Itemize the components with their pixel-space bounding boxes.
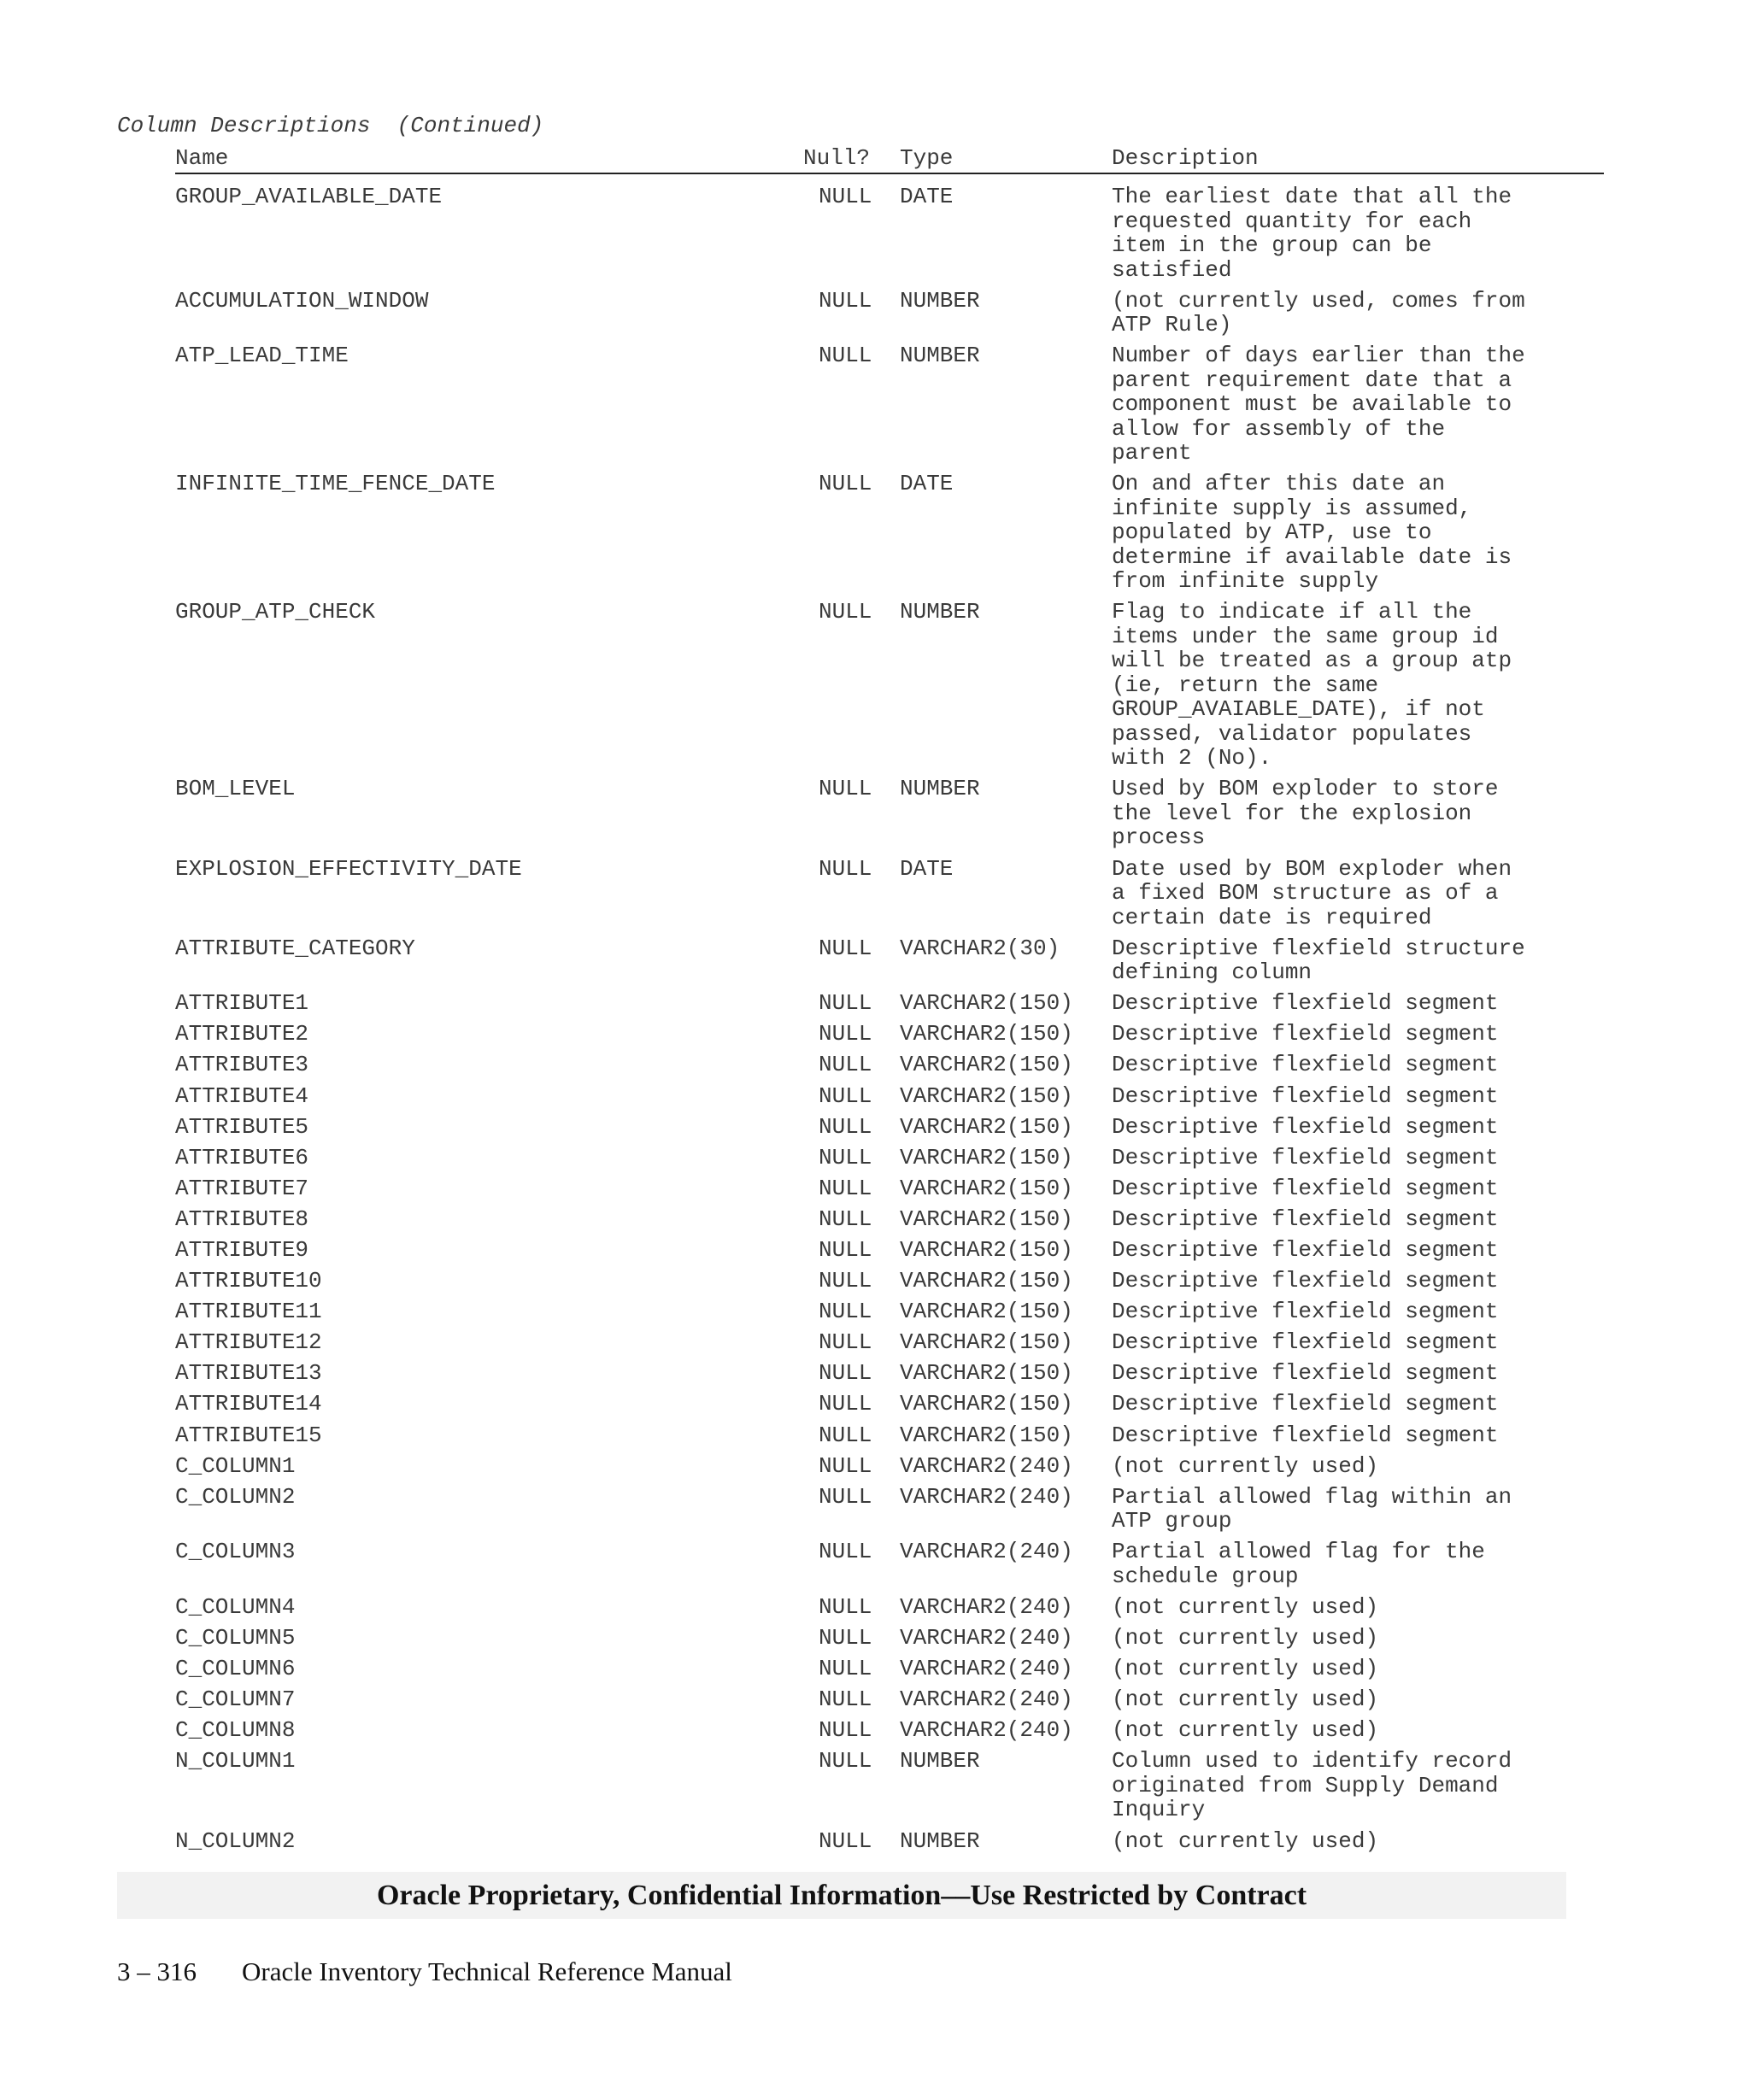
cell-name: N_COLUMN1: [175, 1748, 296, 1774]
cell-type: DATE: [900, 184, 954, 209]
cell-description: Descriptive flexfield segment: [1112, 1052, 1499, 1078]
confidentiality-banner: Oracle Proprietary, Confidential Information––Use Restricted by Contract: [117, 1872, 1566, 1919]
cell-name: C_COLUMN6: [175, 1656, 296, 1682]
table-row: [175, 185, 1604, 282]
cell-type: VARCHAR2(150): [900, 1391, 1073, 1417]
cell-description: Descriptive flexfield segment: [1112, 1329, 1499, 1356]
cell-null: NULL: [819, 1539, 872, 1565]
cell-null: NULL: [819, 776, 872, 802]
cell-type: VARCHAR2(240): [900, 1483, 1073, 1510]
cell-null: NULL: [819, 1144, 872, 1170]
cell-description: Descriptive flexfield segment: [1112, 1175, 1499, 1201]
table-row: [175, 472, 1604, 594]
cell-type: VARCHAR2(150): [900, 1268, 1073, 1294]
cell-description: Date used by BOM exploder when a fixed BOM structure as of a certain date is required: [1112, 855, 1512, 930]
table-body: [175, 185, 1604, 1853]
table-row: [175, 1485, 1604, 1534]
table-row: [175, 600, 1604, 771]
cell-description: (not currently used): [1112, 1827, 1379, 1854]
cell-name: ATTRIBUTE3: [175, 1052, 309, 1078]
cell-description: Descriptive flexfield segment: [1112, 1422, 1499, 1448]
cell-type: VARCHAR2(240): [900, 1593, 1073, 1620]
cell-description: (not currently used): [1112, 1686, 1379, 1713]
cell-null: NULL: [819, 1593, 872, 1620]
cell-null: NULL: [819, 184, 872, 209]
cell-description: Partial allowed flag within an ATP group: [1112, 1483, 1512, 1534]
cell-type: VARCHAR2(150): [900, 1422, 1073, 1448]
table-row: [175, 1330, 1604, 1355]
cell-name: ATTRIBUTE11: [175, 1299, 322, 1325]
cell-null: NULL: [819, 990, 872, 1017]
cell-name: C_COLUMN3: [175, 1539, 296, 1565]
table-row: [175, 1454, 1604, 1479]
cell-description: Partial allowed flag for the schedule group: [1112, 1539, 1485, 1589]
table-row: [175, 1829, 1604, 1854]
cell-description: Descriptive flexfield segment: [1112, 1268, 1499, 1294]
cell-type: VARCHAR2(150): [900, 1237, 1073, 1263]
cell-description: (not currently used): [1112, 1452, 1379, 1479]
cell-description: (not currently used, comes from ATP Rule): [1112, 287, 1525, 338]
table-row: [175, 1146, 1604, 1170]
cell-null: NULL: [819, 855, 872, 882]
cell-type: NUMBER: [900, 1827, 980, 1854]
cell-null: NULL: [819, 1329, 872, 1356]
cell-description: Descriptive flexfield segment: [1112, 1082, 1499, 1109]
cell-null: NULL: [819, 1268, 872, 1294]
cell-null: NULL: [819, 1748, 872, 1774]
cell-name: ATTRIBUTE9: [175, 1237, 309, 1263]
cell-null: NULL: [819, 343, 872, 369]
table-row: [175, 1657, 1604, 1681]
table-row: [175, 1540, 1604, 1588]
cell-type: NUMBER: [900, 1748, 980, 1774]
cell-type: VARCHAR2(150): [900, 1299, 1073, 1325]
cell-null: NULL: [819, 1021, 872, 1047]
cell-description: Column used to identify record originated from Supply Demand Inquiry: [1112, 1748, 1512, 1823]
table-row: [175, 1718, 1604, 1743]
cell-null: NULL: [819, 1175, 872, 1201]
page-footer: [117, 1956, 732, 1987]
cell-name: ATTRIBUTE13: [175, 1360, 322, 1387]
cell-null: NULL: [819, 1237, 872, 1263]
column-descriptions-table: [175, 145, 1604, 1860]
table-row: [175, 936, 1604, 985]
table-row: [175, 1423, 1604, 1448]
cell-type: VARCHAR2(240): [900, 1539, 1073, 1565]
cell-null: NULL: [819, 1082, 872, 1109]
cell-name: ATTRIBUTE7: [175, 1175, 309, 1201]
header-null: Null?: [803, 145, 871, 171]
header-description: Description: [1112, 145, 1259, 171]
cell-type: DATE: [900, 471, 954, 497]
cell-name: ATTRIBUTE6: [175, 1144, 309, 1170]
cell-null: NULL: [819, 1686, 872, 1713]
cell-name: C_COLUMN1: [175, 1452, 296, 1479]
cell-name: GROUP_AVAILABLE_DATE: [175, 184, 443, 209]
cell-null: NULL: [819, 1452, 872, 1479]
table-row: [175, 1269, 1604, 1293]
table-row: [175, 857, 1604, 930]
cell-type: DATE: [900, 855, 954, 882]
cell-name: ACCUMULATION_WINDOW: [175, 287, 429, 314]
cell-name: ATTRIBUTE2: [175, 1021, 309, 1047]
cell-null: NULL: [819, 1717, 872, 1744]
cell-description: Descriptive flexfield segment: [1112, 1205, 1499, 1232]
cell-name: ATTRIBUTE4: [175, 1082, 309, 1109]
cell-description: Number of days earlier than the parent requirement date that a component must be available to allow for assembly of the parent: [1112, 343, 1525, 466]
table-row: [175, 1084, 1604, 1109]
cell-name: C_COLUMN8: [175, 1717, 296, 1744]
cell-null: NULL: [819, 599, 872, 625]
table-row: [175, 343, 1604, 466]
cell-description: Descriptive flexfield structure defining column: [1112, 935, 1525, 986]
cell-null: NULL: [819, 1827, 872, 1854]
cell-description: Descriptive flexfield segment: [1112, 1391, 1499, 1417]
table-row: [175, 1207, 1604, 1232]
table-row: [175, 1626, 1604, 1651]
manual-title: Oracle Inventory Technical Reference Manual: [242, 1956, 732, 1986]
table-row: [175, 289, 1604, 337]
cell-name: ATTRIBUTE5: [175, 1113, 309, 1140]
cell-type: NUMBER: [900, 776, 980, 802]
cell-type: VARCHAR2(30): [900, 935, 1060, 961]
cell-null: NULL: [819, 1391, 872, 1417]
cell-name: ATTRIBUTE_CATEGORY: [175, 935, 415, 961]
cell-name: INFINITE_TIME_FENCE_DATE: [175, 471, 496, 497]
table-row: [175, 777, 1604, 850]
cell-type: VARCHAR2(240): [900, 1625, 1073, 1651]
cell-name: C_COLUMN5: [175, 1625, 296, 1651]
cell-name: ATTRIBUTE1: [175, 990, 309, 1017]
page-number: 3 – 316: [117, 1956, 197, 1986]
cell-type: VARCHAR2(150): [900, 990, 1073, 1017]
cell-null: NULL: [819, 935, 872, 961]
table-row: [175, 1361, 1604, 1386]
cell-name: C_COLUMN7: [175, 1686, 296, 1713]
cell-name: ATTRIBUTE10: [175, 1268, 322, 1294]
header-name: Name: [175, 145, 229, 171]
cell-description: Descriptive flexfield segment: [1112, 1113, 1499, 1140]
table-row: [175, 1392, 1604, 1417]
table-row: [175, 1687, 1604, 1712]
cell-type: VARCHAR2(240): [900, 1686, 1073, 1713]
cell-type: VARCHAR2(150): [900, 1082, 1073, 1109]
cell-type: VARCHAR2(240): [900, 1452, 1073, 1479]
cell-type: VARCHAR2(150): [900, 1052, 1073, 1078]
table-row: [175, 1238, 1604, 1263]
table-row: [175, 1176, 1604, 1201]
cell-description: (not currently used): [1112, 1717, 1379, 1744]
cell-description: Descriptive flexfield segment: [1112, 1360, 1499, 1387]
cell-description: Descriptive flexfield segment: [1112, 1237, 1499, 1263]
cell-name: BOM_LEVEL: [175, 776, 296, 802]
table-row: [175, 1299, 1604, 1324]
cell-description: Descriptive flexfield segment: [1112, 990, 1499, 1017]
cell-null: NULL: [819, 1205, 872, 1232]
table-row: [175, 1115, 1604, 1140]
cell-null: NULL: [819, 1483, 872, 1510]
table-caption: Column Descriptions (Continued): [117, 113, 544, 138]
cell-description: On and after this date an infinite supply is assumed, populated by ATP, use to determine if available date is from infinite supply: [1112, 471, 1512, 595]
cell-type: VARCHAR2(150): [900, 1329, 1073, 1356]
cell-description: (not currently used): [1112, 1593, 1379, 1620]
cell-name: EXPLOSION_EFFECTIVITY_DATE: [175, 855, 522, 882]
cell-type: VARCHAR2(150): [900, 1360, 1073, 1387]
cell-description: Descriptive flexfield segment: [1112, 1021, 1499, 1047]
cell-type: NUMBER: [900, 287, 980, 314]
cell-type: VARCHAR2(240): [900, 1717, 1073, 1744]
cell-null: NULL: [819, 1360, 872, 1387]
cell-null: NULL: [819, 471, 872, 497]
cell-null: NULL: [819, 1052, 872, 1078]
cell-type: VARCHAR2(150): [900, 1021, 1073, 1047]
cell-description: Descriptive flexfield segment: [1112, 1144, 1499, 1170]
cell-name: N_COLUMN2: [175, 1827, 296, 1854]
cell-type: NUMBER: [900, 343, 980, 369]
header-type: Type: [900, 145, 954, 171]
cell-null: NULL: [819, 1299, 872, 1325]
cell-description: (not currently used): [1112, 1656, 1379, 1682]
cell-type: VARCHAR2(150): [900, 1144, 1073, 1170]
cell-null: NULL: [819, 1656, 872, 1682]
cell-type: NUMBER: [900, 599, 980, 625]
cell-description: Descriptive flexfield segment: [1112, 1299, 1499, 1325]
table-row: [175, 991, 1604, 1016]
table-row: [175, 1022, 1604, 1047]
cell-null: NULL: [819, 1422, 872, 1448]
cell-description: Flag to indicate if all the items under the same group id will be treated as a group atp (ie, return the same GROUP_AVAIABLE_DATE), if not passed, validator populates with 2 (No).: [1112, 599, 1512, 771]
cell-null: NULL: [819, 1625, 872, 1651]
cell-type: VARCHAR2(150): [900, 1175, 1073, 1201]
table-row: [175, 1053, 1604, 1077]
cell-description: Used by BOM exploder to store the level for the explosion process: [1112, 776, 1499, 851]
cell-name: ATTRIBUTE8: [175, 1205, 309, 1232]
cell-type: VARCHAR2(150): [900, 1113, 1073, 1140]
cell-name: ATTRIBUTE14: [175, 1391, 322, 1417]
cell-type: VARCHAR2(150): [900, 1205, 1073, 1232]
cell-description: (not currently used): [1112, 1625, 1379, 1651]
cell-null: NULL: [819, 287, 872, 314]
cell-name: ATTRIBUTE12: [175, 1329, 322, 1356]
cell-description: The earliest date that all the requested quantity for each item in the group can be satisfied: [1112, 184, 1512, 283]
cell-name: C_COLUMN2: [175, 1483, 296, 1510]
cell-name: ATTRIBUTE15: [175, 1422, 322, 1448]
table-header: [175, 145, 1604, 174]
cell-type: VARCHAR2(240): [900, 1656, 1073, 1682]
cell-name: GROUP_ATP_CHECK: [175, 599, 376, 625]
table-row: [175, 1595, 1604, 1620]
cell-null: NULL: [819, 1113, 872, 1140]
cell-name: C_COLUMN4: [175, 1593, 296, 1620]
table-row: [175, 1749, 1604, 1822]
cell-name: ATP_LEAD_TIME: [175, 343, 349, 369]
